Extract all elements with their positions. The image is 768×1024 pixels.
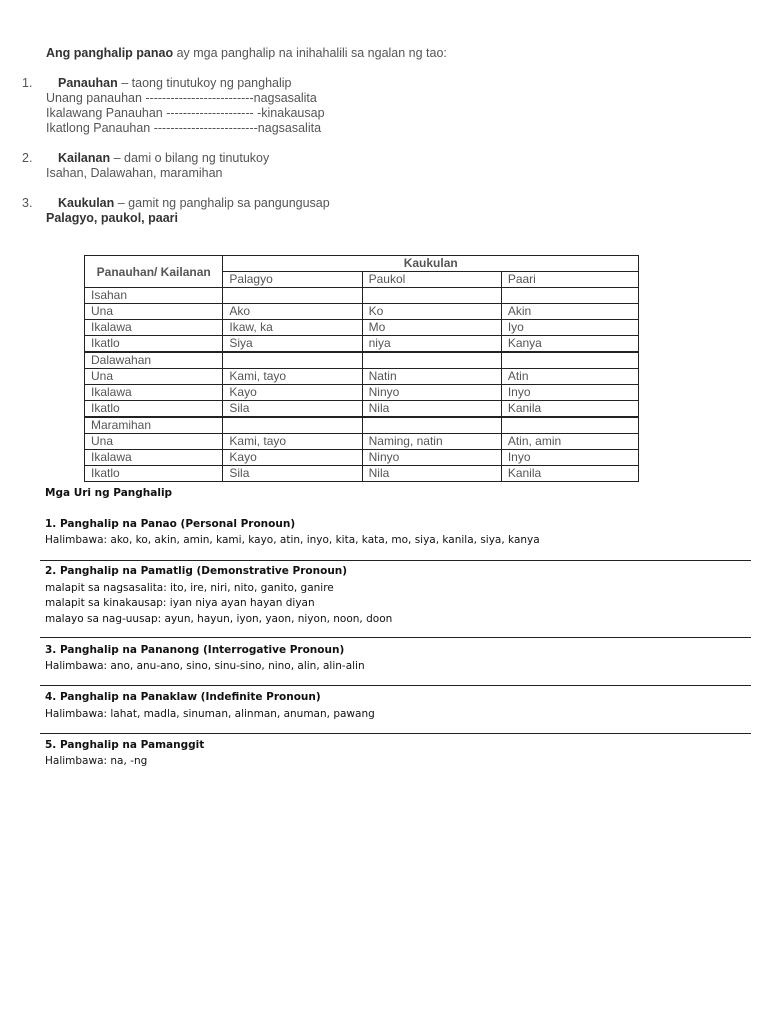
item-heading-3 (58, 196, 330, 211)
item-3-line: Palagyo, paukol, paari (46, 211, 178, 225)
table-cell: Ikaw, ka (223, 320, 362, 336)
item-term-2: Kailanan (58, 151, 111, 165)
item-1-line: Ikatlong Panauhan -------------------------nagsasalita (46, 121, 322, 135)
table-cell-empty (501, 288, 638, 304)
table-cell: Ko (362, 304, 501, 320)
table-cell: Naming, natin (362, 434, 501, 450)
table-cell: Ninyo (362, 385, 501, 401)
type-5-title: 5. Panghalip na Pamanggit (45, 739, 205, 751)
type-2-line: malapit sa kinakausap: iyan niya ayan hayan diyan (45, 597, 315, 609)
type-4-title: 4. Panghalip na Panaklaw (Indefinite Pronoun) (45, 691, 321, 703)
item-def-3: – gamit ng panghalip sa pangungusap (114, 196, 330, 210)
intro-text: ay mga panghalip na inihahalili sa ngalan ng tao: (173, 46, 447, 60)
table-cell: Ikatlo (85, 466, 223, 482)
table-column-header: Paari (501, 272, 638, 288)
table-cell: Kanya (501, 336, 638, 353)
table-group-label: Isahan (85, 288, 223, 304)
item-term-3: Kaukulan (58, 196, 115, 210)
divider (40, 560, 751, 561)
table-cell: Ikalawa (85, 450, 223, 466)
table-cell: Atin (501, 369, 638, 385)
table-corner-header: Panauhan/ Kailanan (85, 256, 223, 288)
type-1-example: Halimbawa: ako, ko, akin, amin, kami, kayo, atin, inyo, kita, kata, mo, siya, kanila, siya, kanya (45, 534, 540, 546)
item-heading-2 (58, 151, 269, 166)
item-def-1: – taong tinutukoy ng panghalip (117, 76, 292, 90)
table-body (85, 288, 639, 482)
item-number-3: 3. (22, 196, 33, 210)
table-cell: Inyo (501, 385, 638, 401)
table-cell: Inyo (501, 450, 638, 466)
table-row (85, 401, 639, 418)
item-number-2: 2. (22, 151, 33, 165)
item-number-1: 1. (22, 76, 33, 90)
table-cell: niya (362, 336, 501, 353)
type-3-title: 3. Panghalip na Pananong (Interrogative Pronoun) (45, 644, 345, 656)
table-cell: Ikatlo (85, 401, 223, 418)
table-cell: Kayo (223, 450, 362, 466)
table-cell: Sila (223, 466, 362, 482)
table-cell: Ninyo (362, 450, 501, 466)
divider (40, 733, 751, 734)
table-row (85, 320, 639, 336)
type-1-title: 1. Panghalip na Panao (Personal Pronoun) (45, 518, 296, 530)
table-cell: Ikalawa (85, 320, 223, 336)
table-group-label: Dalawahan (85, 352, 223, 369)
table-column-header: Paukol (362, 272, 501, 288)
table-row (85, 304, 639, 320)
table-cell: Kanila (501, 466, 638, 482)
table-cell-empty (223, 417, 362, 434)
table-row (85, 385, 639, 401)
item-1-line: Unang panauhan --------------------------nagsasalita (46, 91, 317, 105)
table-cell: Sila (223, 401, 362, 418)
item-1-line: Ikalawang Panauhan --------------------- -kinakausap (46, 106, 325, 120)
table-cell-empty (362, 417, 501, 434)
table-cell: Una (85, 369, 223, 385)
table-group-row (85, 288, 639, 304)
table-cell-empty (223, 288, 362, 304)
table-cell-empty (362, 288, 501, 304)
item-2-line: Isahan, Dalawahan, maramihan (46, 166, 223, 180)
table-cell: Natin (362, 369, 501, 385)
table-cell: Iyo (501, 320, 638, 336)
table-cell: Siya (223, 336, 362, 353)
item-def-2: – dami o bilang ng tinutukoy (110, 151, 270, 165)
table-cell: Nila (362, 466, 501, 482)
table-row (85, 466, 639, 482)
table-cell: Kami, tayo (223, 369, 362, 385)
table-group-label: Maramihan (85, 417, 223, 434)
table-cell-empty (501, 417, 638, 434)
table-group-row (85, 352, 639, 369)
table-cell: Nila (362, 401, 501, 418)
table-cell: Kanila (501, 401, 638, 418)
table-cell: Akin (501, 304, 638, 320)
table-cell-empty (223, 352, 362, 369)
intro-term: Ang panghalip panao (46, 46, 174, 60)
table-cell: Ikatlo (85, 336, 223, 353)
divider (40, 637, 751, 638)
table-column-header: Palagyo (223, 272, 362, 288)
intro-line (46, 46, 447, 61)
table-cell: Atin, amin (501, 434, 638, 450)
item-heading-1 (58, 76, 292, 91)
type-5-example: Halimbawa: na, -ng (45, 755, 148, 767)
table-cell: Una (85, 434, 223, 450)
pronoun-table (84, 255, 639, 482)
table-cell: Una (85, 304, 223, 320)
table-cell: Kayo (223, 385, 362, 401)
table-cell: Ikalawa (85, 385, 223, 401)
table-row (85, 369, 639, 385)
table-cell-empty (501, 352, 638, 369)
table-cell: Ako (223, 304, 362, 320)
table-row (85, 336, 639, 353)
table-cell: Mo (362, 320, 501, 336)
table-group-row (85, 417, 639, 434)
item-term-1: Panauhan (58, 76, 118, 90)
table-cell-empty (362, 352, 501, 369)
type-4-example: Halimbawa: lahat, madla, sinuman, alinman, anuman, pawang (45, 708, 375, 720)
divider (40, 685, 751, 686)
type-2-line: malapit sa nagsasalita: ito, ire, niri, nito, ganito, ganire (45, 582, 334, 594)
table-cell: Kami, tayo (223, 434, 362, 450)
type-2-title: 2. Panghalip na Pamatlig (Demonstrative Pronoun) (45, 565, 348, 577)
type-3-example: Halimbawa: ano, anu-ano, sino, sinu-sino, nino, alin, alin-alin (45, 660, 365, 672)
type-2-line: malayo sa nag-uusap: ayun, hayun, iyon, yaon, niyon, noon, doon (45, 613, 393, 625)
types-heading: Mga Uri ng Panghalip (45, 487, 173, 499)
table-row (85, 450, 639, 466)
table-row (85, 434, 639, 450)
table-group-header: Kaukulan (223, 256, 639, 272)
